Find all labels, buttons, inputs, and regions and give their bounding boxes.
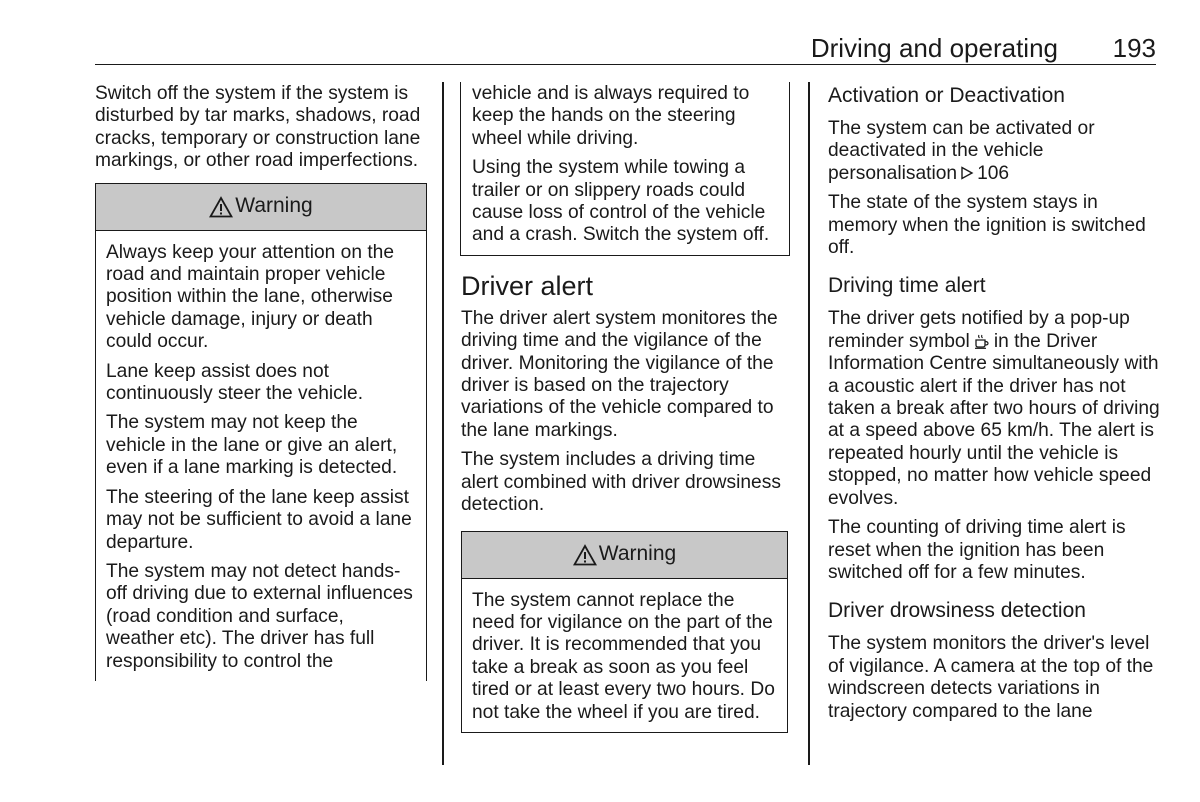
warning-title: Warning bbox=[235, 194, 313, 218]
column-right bbox=[828, 83, 1160, 730]
column-middle bbox=[461, 83, 791, 733]
paragraph-text: The system can be activated or deactivated in the vehicle personalisation bbox=[828, 118, 1095, 184]
warning-header bbox=[462, 532, 787, 579]
warning-box-continued bbox=[460, 82, 790, 256]
warning-paragraph: The system cannot replace the need for vigilance on the part of the driver. It is recommended that you take a break as soon as you feel tired or at least every two hours. Do not take the wheel if you are tired. bbox=[472, 589, 775, 723]
warning-paragraph: Using the system while towing a trailer or on slippery roads could cause loss of control of the vehicle and a crash. Switch the system off. bbox=[472, 157, 770, 246]
subsection-heading: Driver drowsiness detection bbox=[828, 599, 1086, 623]
warning-paragraph: The steering of the lane keep assist may not be sufficient to avoid a lane departure. bbox=[106, 486, 412, 553]
column-left bbox=[95, 83, 427, 681]
body-paragraph: The state of the system stays in memory when the ignition is switched off. bbox=[828, 192, 1146, 259]
warning-box bbox=[95, 183, 427, 681]
section-title: Driving and operating bbox=[810, 33, 1058, 63]
warning-triangle-icon bbox=[573, 544, 597, 566]
page-number: 193 bbox=[1112, 33, 1156, 63]
subsection-heading: Activation or Deactivation bbox=[828, 84, 1065, 107]
column-divider bbox=[442, 82, 444, 765]
warning-body bbox=[96, 231, 426, 688]
body-paragraph: The counting of driving time alert is reset when the ignition has been switched off for a few minutes. bbox=[828, 517, 1126, 583]
page-reference[interactable]: 106 bbox=[977, 162, 1010, 184]
subsection-heading: Driving time alert bbox=[828, 274, 986, 298]
warning-paragraph: Lane keep assist does not continuously steer the vehicle. bbox=[106, 360, 364, 405]
body-paragraph bbox=[828, 308, 1160, 510]
warning-box bbox=[461, 531, 788, 733]
warning-paragraph: The system may not detect hands-off driving due to external influences (road condition and surface, weather etc). The driver has full responsibility to control the bbox=[106, 560, 413, 672]
warning-paragraph: Always keep your attention on the road and maintain proper vehicle position within the lane, otherwise vehicle damage, injury or death could occur. bbox=[106, 241, 394, 353]
page-reference-arrow-icon bbox=[960, 166, 974, 180]
column-divider bbox=[808, 82, 810, 765]
body-paragraph: The driver alert system monitores the driving time and the vigilance of the driver. Monitoring the vigilance of the driver is based on the trajectory variations of the vehicle compared to the lane markings. bbox=[461, 307, 778, 441]
warning-triangle-icon bbox=[209, 196, 233, 218]
body-paragraph bbox=[828, 118, 1160, 185]
section-heading: Driver alert bbox=[461, 270, 594, 301]
body-paragraph: The system monitors the driver's level of vigilance. A camera at the top of the windscreen detects variations in trajectory compared to the lane bbox=[828, 633, 1154, 722]
body-paragraph: The system includes a driving time alert combined with driver drowsiness detection. bbox=[461, 449, 781, 516]
warning-paragraph: vehicle and is always required to keep the hands on the steering wheel while driving. bbox=[472, 83, 750, 149]
page-header bbox=[95, 30, 1156, 65]
intro-paragraph: Switch off the system if the system is disturbed by tar marks, shadows, road cracks, temporary or construction lane markings, or other road imperfections. bbox=[95, 83, 421, 172]
paragraph-text: The driver gets notified by a pop-up reminder symbol bbox=[828, 308, 1130, 352]
warning-paragraph: The system may not keep the vehicle in the lane or give an alert, even if a lane marking is detected. bbox=[106, 412, 398, 479]
warning-title: Warning bbox=[598, 542, 677, 566]
warning-header bbox=[96, 184, 426, 231]
coffee-cup-icon bbox=[973, 333, 991, 349]
paragraph-text: in the Driver Information Centre simultaneously with a acoustic alert if the driver has not taken a break after two hours of driving at a speed above 65 km/h. The alert is repeated hourly until the vehicle is stopped, no matter how vehicle speed evolves. bbox=[828, 330, 1160, 509]
warning-body bbox=[462, 579, 787, 732]
